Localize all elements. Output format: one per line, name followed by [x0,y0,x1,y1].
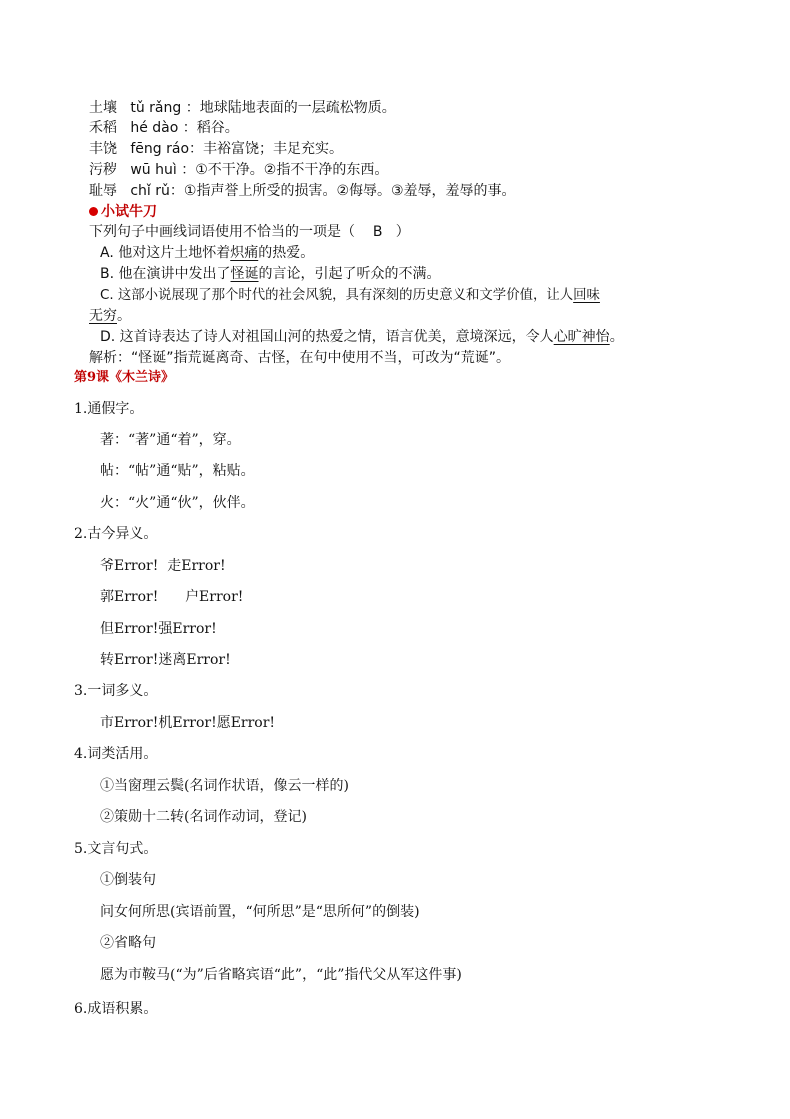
vocab-word: 土壤 [89,100,117,116]
gujin-word: 走Error! [167,558,226,574]
vocab-item [89,119,239,137]
underlined-word: 无穷 [89,308,117,324]
vocab-sep: ： [169,183,184,199]
jushi-item: ①倒装句 [100,872,156,888]
tongjia-item: 火：“火”通“伙”，伙伴。 [100,495,255,511]
vocab-word: 丰饶 [89,141,117,157]
vocab-pinyin: tǔ rǎng [130,100,182,116]
quiz-heading-text: 小试牛刀 [101,204,157,220]
vocab-pinyin: fēng ráo [130,141,190,157]
quiz-option-a [100,244,314,262]
option-text: B. 他在演讲中发出了 [100,266,231,282]
gujin-item: 转Error!迷离Error! [100,652,231,668]
section-heading: 1.通假字。 [74,401,144,417]
underlined-word: 心旷神怡 [553,329,610,345]
jushi-item: 愿为市鞍马(“为”后省略宾语“此”，“此”指代父从军这件事) [100,967,462,983]
vocab-pinyin: chǐ rǔ [130,183,170,199]
quiz-analysis: 解析：“怪诞”指荒诞离奇、古怪，在句中使用不当，可改为“荒诞”。 [89,350,511,366]
vocab-sep: ： [178,120,197,136]
huoyong-item: ②策勋十二转(名词作动词，登记) [100,809,307,825]
quiz-option-c [100,287,600,305]
tongjia-item: 著：“著”通“着”，穿。 [100,432,241,448]
bullet-dot-icon [89,207,98,216]
section-heading: 3.一词多义。 [74,683,158,699]
gujin-word: 郭Error! [100,589,159,605]
gujin-item [100,557,226,575]
vocab-definition: 稻谷。 [196,120,239,136]
section-heading: 4.词类活用。 [74,746,158,762]
vocab-item [89,140,343,158]
vocab-definition: 丰裕富饶；丰足充实。 [203,141,344,157]
section-heading: 2.古今异义。 [74,526,158,542]
quiz-option-c-cont [89,307,131,325]
section-heading: 5.文言句式。 [74,841,158,857]
vocab-word: 禾稻 [89,120,117,136]
quiz-answer: B [372,224,383,240]
gujin-word: 爷Error! [100,558,159,574]
vocab-item [89,161,388,179]
vocab-word: 污秽 [89,162,117,178]
option-text-end: 。 [117,308,131,324]
gujin-item: 但Error!强Error! [100,621,217,637]
option-text: A. 他对这片土地怀着 [100,245,231,261]
vocab-item [89,99,396,117]
option-text: C. 这部小说展现了那个时代的社会风貌，具有深刻的历史意义和文学价值，让人 [100,288,574,303]
quiz-heading [89,203,157,221]
vocab-word: 耻辱 [89,183,117,199]
jushi-item: 问女何所思(宾语前置，“何所思”是“思所何”的倒装) [100,904,420,920]
vocab-pinyin: wū huì [130,162,177,178]
underlined-word: 怪诞 [230,266,259,282]
underlined-word: 回味 [573,288,600,303]
vocab-sep: ： [181,100,200,116]
yici-item: 市Error!机Error!愿Error! [100,715,276,731]
vocab-definition: ①不干净。②指不干净的东西。 [195,162,389,178]
section-heading: 6.成语积累。 [74,1001,158,1017]
vocab-item [89,182,516,200]
jushi-item: ②省略句 [100,935,156,951]
vocab-definition: ①指声誉上所受的损害。②侮辱。③羞辱，羞辱的事。 [183,183,516,199]
quiz-question-end: ） [391,224,410,240]
vocab-pinyin: hé dào [130,120,179,136]
option-text-end: 的热爱。 [258,245,315,261]
gujin-item [100,588,243,606]
quiz-question-text: 下列句子中画线词语使用不恰当的一项是（ [89,224,360,240]
quiz-question [89,223,410,241]
quiz-option-b [100,265,441,283]
huoyong-item: ①当窗理云鬓(名词作状语，像云一样的) [100,778,349,794]
vocab-definition: 地球陆地表面的一层疏松物质。 [199,100,396,116]
gujin-word: 户Error! [185,589,244,605]
quiz-option-d [100,328,624,346]
option-text-end: 的言论，引起了听众的不满。 [258,266,441,282]
vocab-sep: ： [176,162,196,178]
lesson-title: 第9课《木兰诗》 [74,370,175,385]
vocab-sep: ： [189,141,204,157]
option-text: D. 这首诗表达了诗人对祖国山河的热爱之情，语言优美，意境深远，令人 [100,329,554,345]
underlined-word: 炽痛 [230,245,259,261]
option-text-end: 。 [609,329,624,345]
tongjia-item: 帖：“帖”通“贴”，粘贴。 [100,463,255,479]
